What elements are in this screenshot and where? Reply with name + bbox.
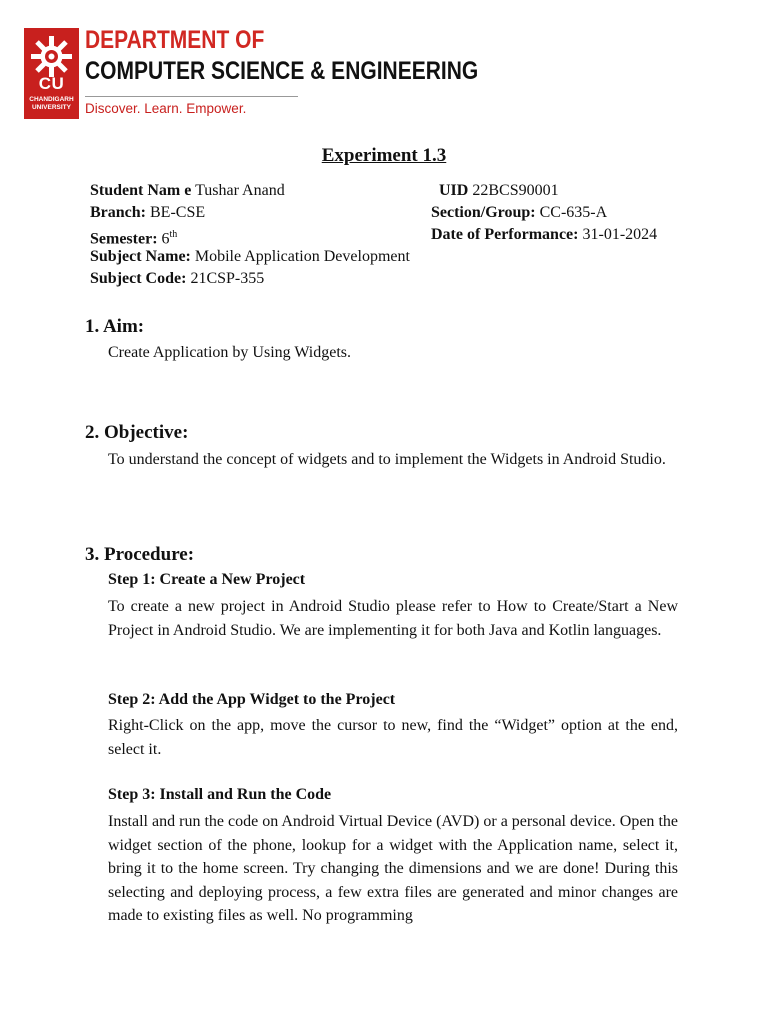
date-value: 31-01-2024 [582, 226, 658, 243]
step-3-title: Step 3: Install and Run the Code [108, 786, 332, 803]
procedure-heading: 3. Procedure: [85, 544, 195, 565]
logo-university-text [24, 96, 79, 112]
aim-heading: 1. Aim: [85, 316, 145, 337]
subject-code-label: Subject Code: [90, 270, 187, 287]
subject-name-label: Subject Name: [90, 248, 191, 265]
semester-value: 6 [161, 230, 170, 248]
subject-name-row [90, 246, 410, 268]
department-title-line2: COMPUTER SCIENCE & ENGINEERING [85, 57, 479, 85]
tagline: Discover. Learn. Empower. [85, 101, 247, 116]
experiment-title: Experiment 1.3 [321, 145, 447, 166]
step-1-text: To create a new project in Android Studio please refer to How to Create/Start a New Project in Android Studio. We are implementing it for both Java and Kotlin languages. [108, 598, 678, 639]
objective-heading: 2. Objective: [85, 422, 189, 443]
subject-code-row [90, 268, 264, 290]
section-value: CC-635-A [539, 204, 608, 221]
logo-cu-text: CU [38, 74, 65, 93]
objective-text: To understand the concept of widgets and to implement the Widgets in Android Studio. [108, 451, 666, 468]
step-2-text: Right-Click on the app, move the cursor to new, find the “Widget” option at the end, select it. [108, 717, 678, 758]
aim-text: Create Application by Using Widgets. [108, 344, 352, 361]
subject-code-value: 21CSP-355 [190, 270, 265, 287]
university-logo [24, 28, 79, 119]
gear-emblem-icon [29, 34, 74, 79]
student-name-label: Student Nam e [90, 182, 192, 199]
semester-label: Semester: [90, 230, 158, 248]
student-name-row [90, 180, 285, 202]
step-2-title: Step 2: Add the App Widget to the Project [108, 691, 396, 708]
step-3-text: Install and run the code on Android Virtual Device (AVD) or a personal device. Open the widget section of the phone, lookup for a widget with the Application name, select it, bring it to the home screen. Try changing the dimensions and we are done! During this selecting and deploying process, a few extra files are generated and minor changes are made to existing files as well. No programming [108, 813, 678, 924]
subject-name-value: Mobile Application Development [194, 248, 410, 265]
branch-label: Branch: [90, 204, 146, 221]
logo-subtext-line2: UNIVERSITY [31, 104, 71, 111]
section-row [431, 202, 607, 224]
letterhead [24, 26, 479, 122]
section-label: Section/Group: [431, 204, 536, 221]
header-divider [85, 96, 298, 97]
uid-row [439, 180, 559, 202]
student-name-value: Tushar Anand [195, 182, 285, 199]
semester-suffix: th [169, 229, 178, 240]
department-title-line1: DEPARTMENT OF [85, 26, 265, 54]
branch-row [90, 202, 205, 224]
branch-value: BE-CSE [150, 204, 206, 221]
date-row [431, 224, 657, 246]
date-label: Date of Performance: [431, 226, 579, 243]
logo-subtext-line1: CHANDIGARH [29, 96, 74, 103]
step-1-title: Step 1: Create a New Project [108, 571, 306, 588]
uid-value: 22BCS90001 [472, 182, 559, 199]
uid-label: UID [439, 182, 469, 199]
